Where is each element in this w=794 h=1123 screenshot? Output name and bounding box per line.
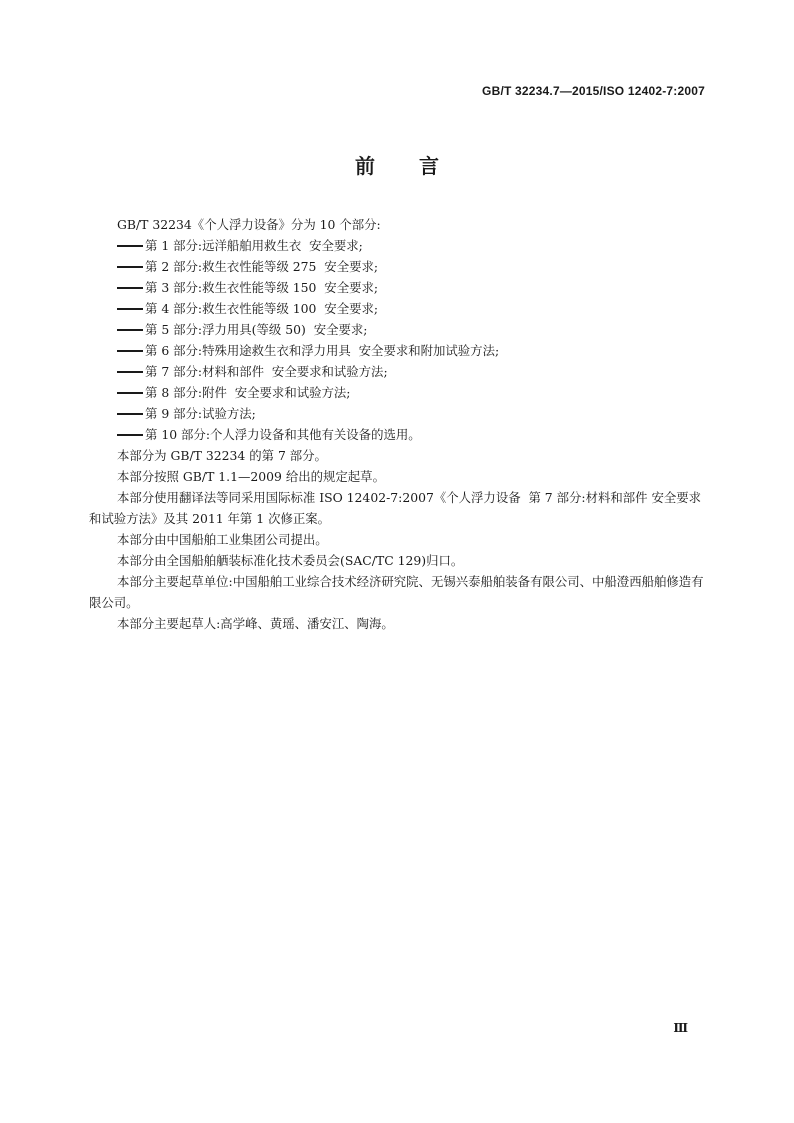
page-title: 前言 xyxy=(355,154,483,178)
list-item-text: 第 4 部分:救生衣性能等级 100 安全要求; xyxy=(145,301,379,316)
body-paragraph: 本部分主要起草人:高学峰、黄瑶、潘安江、陶海。 xyxy=(117,616,394,631)
list-item xyxy=(89,235,707,256)
intro-paragraph: GB/T 32234《个人浮力设备》分为 10 个部分: xyxy=(117,217,381,232)
body-paragraph: 本部分为 GB/T 32234 的第 7 部分。 xyxy=(117,448,327,463)
list-item-text: 第 10 部分:个人浮力设备和其他有关设备的选用。 xyxy=(145,427,421,442)
dash-mark xyxy=(117,308,143,310)
list-item-text: 第 3 部分:救生衣性能等级 150 安全要求; xyxy=(145,280,379,295)
list-item-text: 第 9 部分:试验方法; xyxy=(145,406,256,421)
body-paragraph: 本部分主要起草单位:中国船舶工业综合技术经济研究院、无锡兴泰船舶装备有限公司、中船澄西船舶修造有限公司。 xyxy=(89,574,704,610)
list-item xyxy=(89,403,707,424)
list-item xyxy=(89,361,707,382)
list-item-text: 第 5 部分:浮力用具(等级 50) 安全要求; xyxy=(145,322,368,337)
list-item xyxy=(89,382,707,403)
list-item xyxy=(89,340,707,361)
list-item-text: 第 8 部分:附件 安全要求和试验方法; xyxy=(145,385,351,400)
body-paragraph: 本部分按照 GB/T 1.1—2009 给出的规定起草。 xyxy=(117,469,385,484)
list-item xyxy=(89,256,707,277)
dash-mark xyxy=(117,329,143,331)
dash-mark xyxy=(117,434,143,436)
dash-mark xyxy=(117,413,143,415)
body-paragraph: 本部分由全国船舶舾装标准化技术委员会(SAC/TC 129)归口。 xyxy=(117,553,464,568)
list-item-text: 第 7 部分:材料和部件 安全要求和试验方法; xyxy=(145,364,388,379)
list-item xyxy=(89,424,707,445)
list-item-text: 第 6 部分:特殊用途救生衣和浮力用具 安全要求和附加试验方法; xyxy=(145,343,500,358)
dash-mark xyxy=(117,392,143,394)
dash-mark xyxy=(117,266,143,268)
dash-mark xyxy=(117,287,143,289)
list-item xyxy=(89,277,707,298)
list-item-text: 第 1 部分:远洋船舶用救生衣 安全要求; xyxy=(145,238,363,253)
body-paragraph: 本部分由中国船舶工业集团公司提出。 xyxy=(117,532,328,547)
page-number: Ⅲ xyxy=(673,1021,688,1035)
list-item xyxy=(89,298,707,319)
standard-number-header: GB/T 32234.7—2015/ISO 12402-7:2007 xyxy=(482,84,705,98)
list-item-text: 第 2 部分:救生衣性能等级 275 安全要求; xyxy=(145,259,379,274)
dash-mark xyxy=(117,245,143,247)
list-item xyxy=(89,319,707,340)
body-paragraph: 本部分使用翻译法等同采用国际标准 ISO 12402-7:2007《个人浮力设备 第 7 部分:材料和部件 安全要求和试验方法》及其 2011 年第 1 次修正案。 xyxy=(89,490,702,526)
dash-mark xyxy=(117,371,143,373)
foreword-body xyxy=(89,214,707,634)
dash-mark xyxy=(117,350,143,352)
